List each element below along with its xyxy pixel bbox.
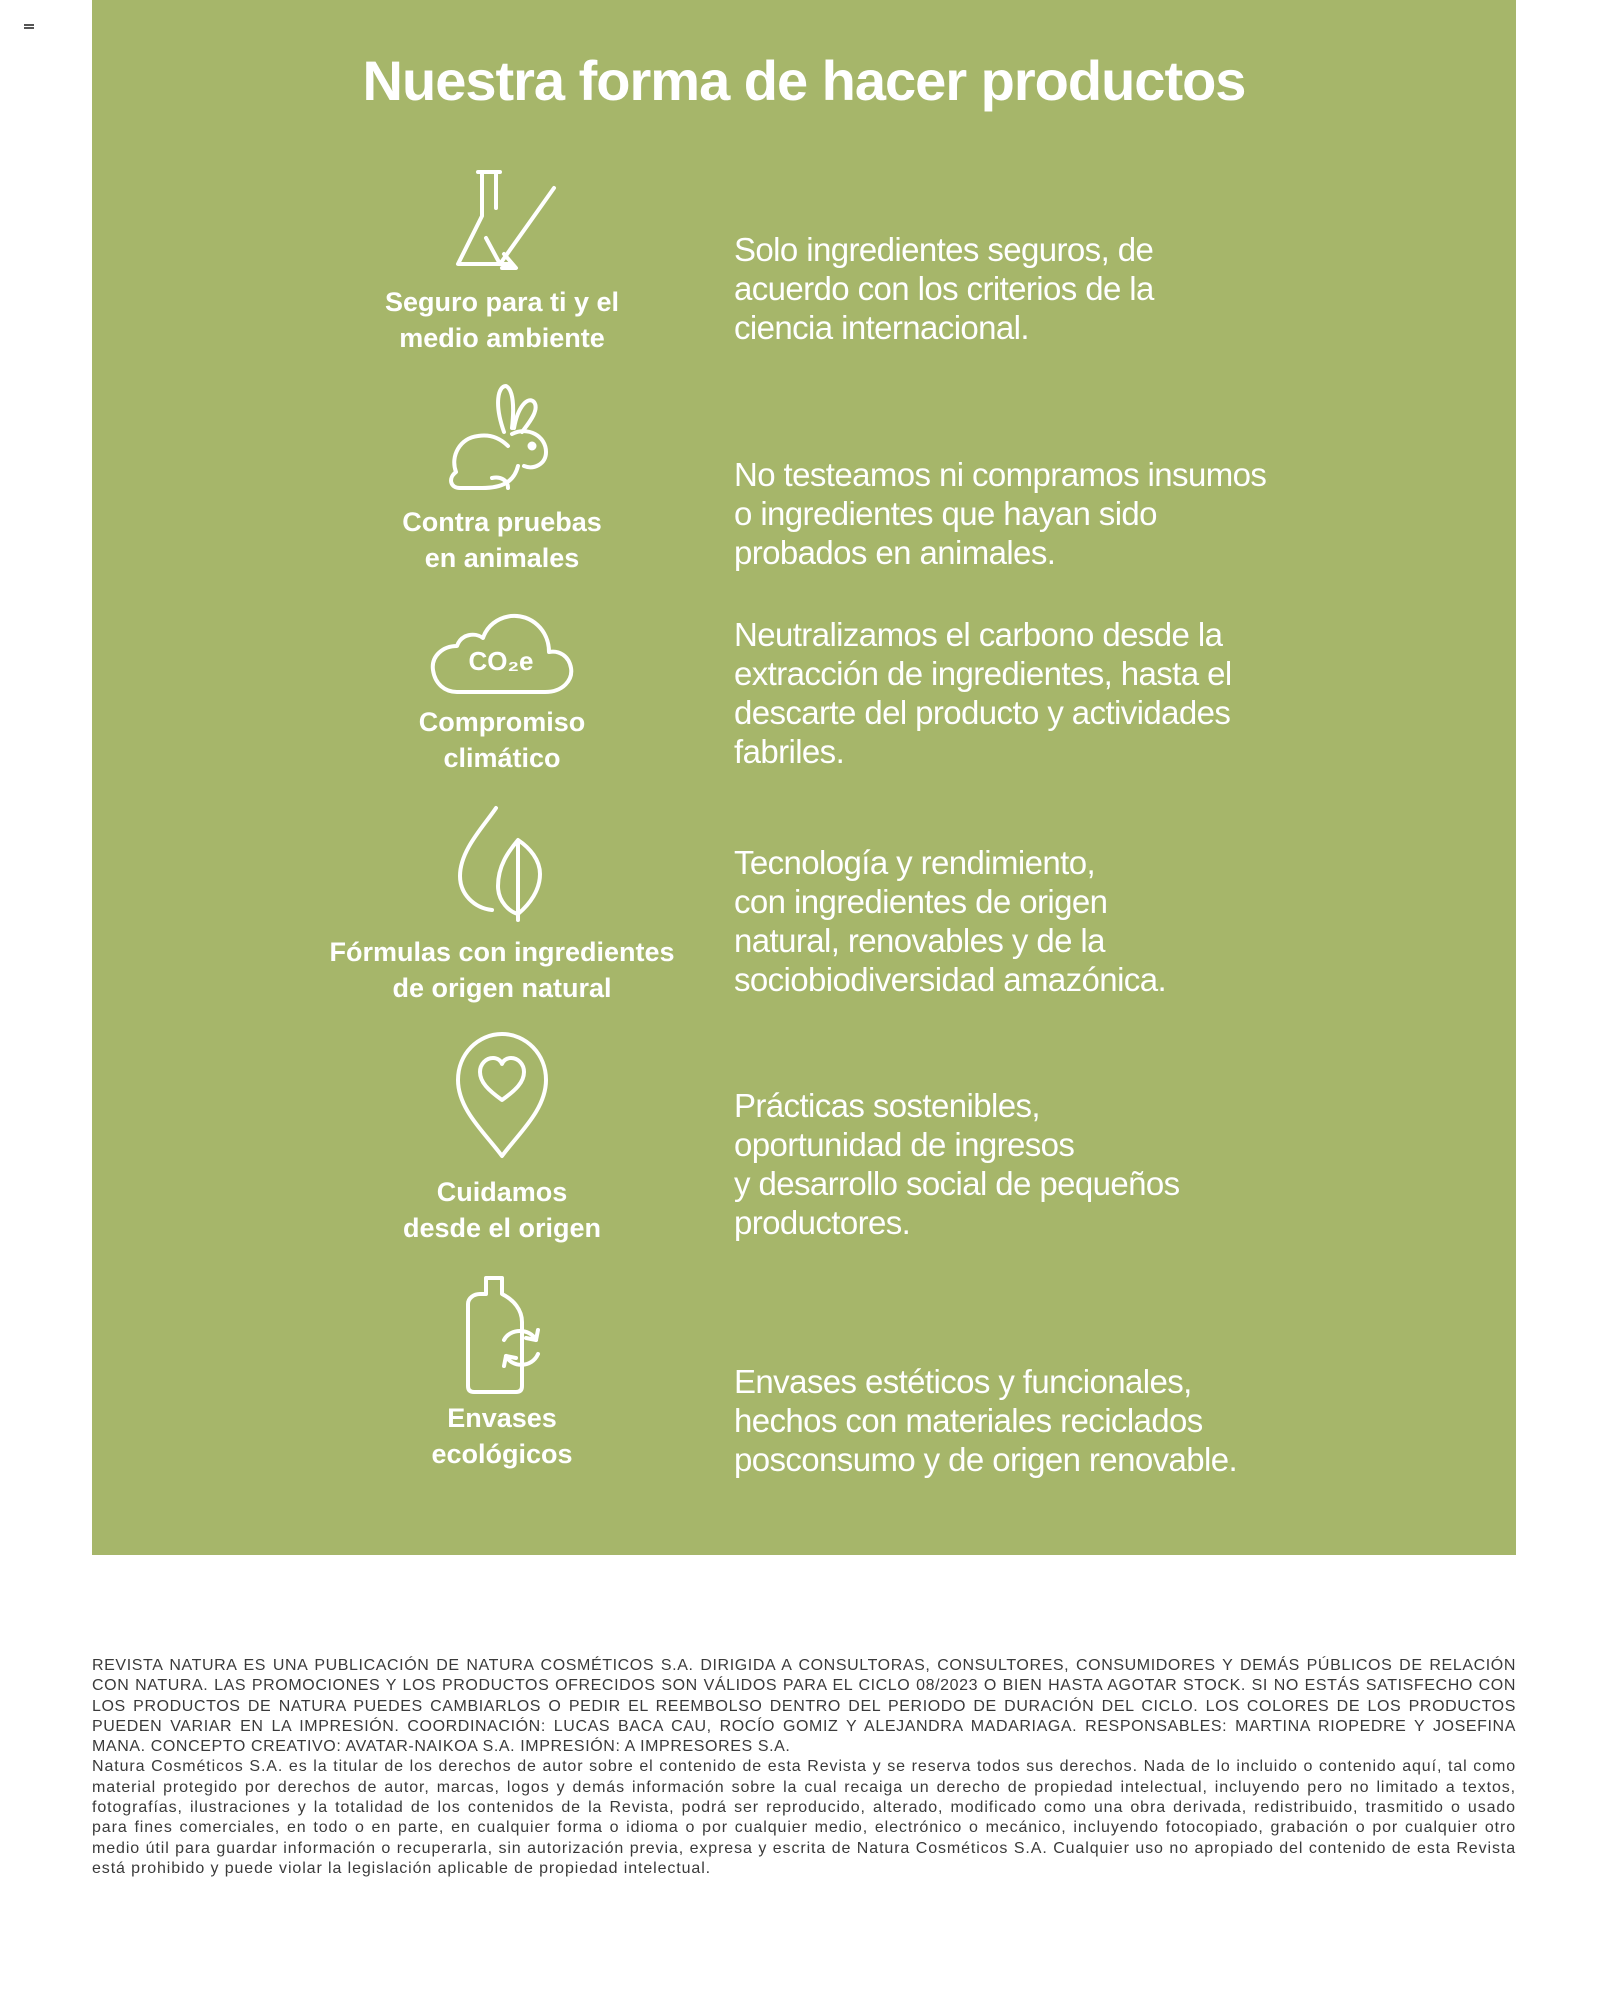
heart-location-pin-icon bbox=[292, 1030, 712, 1160]
menu-lines-icon bbox=[24, 24, 34, 32]
recycle-bottle-icon bbox=[292, 1274, 712, 1394]
feature-label: Seguro para ti y el medio ambiente bbox=[384, 287, 620, 353]
feature-label: Cuidamos desde el origen bbox=[402, 1177, 602, 1243]
feature-description: Solo ingredientes seguros, de acuerdo con los criterios de la ciencia internacional. bbox=[734, 231, 1154, 346]
flask-check-icon bbox=[292, 168, 712, 272]
feature-label: Envases ecológicos bbox=[431, 1403, 573, 1469]
feature-description: Tecnología y rendimiento, con ingredientes de origen natural, renovables y de la sociobiodiversidad amazónica. bbox=[734, 844, 1167, 998]
feature-label: Contra pruebas en animales bbox=[402, 507, 602, 573]
feature-label: Compromiso climático bbox=[418, 707, 586, 773]
legal-disclaimer-lower: Natura Cosméticos S.A. es la titular de los derechos de autor sobre el contenido de esta Revista y se reserva todos sus derechos. Nada de lo incluido o contenido aquí, tal como material protegido por derechos de autor, marcas, logos y demás información sobre la cual recaiga un derecho de propiedad intelectual, incluyendo pero no limitado a textos, fotografías, ilustraciones y la totalidad de los contenidos de la Revista, podrá ser reproducido, alterado, modificado como una obra derivada, redistribuido, trasmitido o usado para fines comerciales, en todo o en parte, en cualquier forma o idioma o por cualquier medio, electrónico o mecánico, incluyendo fotocopiado, grabación o por cualquier otro medio útil para guardar información o recuperarla, sin autorización previa, expresa y escrita de Natura Cosméticos S.A. Cualquier uso no apropiado del contenido de esta Revista está prohibido y puede violar la legislación aplicable de propiedad intelectual. bbox=[92, 1758, 1516, 1877]
feature-description: Envases estéticos y funcionales, hechos con materiales reciclados posconsumo y de origen renovable. bbox=[734, 1363, 1238, 1478]
co2-icon-text: CO₂e bbox=[468, 646, 534, 676]
panel-title: Nuestra forma de hacer productos bbox=[362, 49, 1246, 112]
feature-label: Fórmulas con ingredientes de origen natural bbox=[329, 937, 675, 1003]
legal-disclaimer-upper: REVISTA NATURA ES UNA PUBLICACIÓN DE NATURA COSMÉTICOS S.A. DIRIGIDA A CONSULTORAS, CONSULTORES, CONSUMIDORES Y DEMÁS PÚBLICOS DE RELACIÓN CON NATURA. LAS PROMOCIONES Y LOS PRODUCTOS OFRECIDOS SON VÁLIDOS PARA EL CICLO 08/2023 O BIEN HASTA AGOTAR STOCK. SI NO ESTÁS SATISFECHO CON LOS PRODUCTOS DE NATURA PUEDES CAMBIARLOS O PEDIR EL REEMBOLSO DENTRO DEL PERIODO DE DURACIÓN DEL CICLO. LOS COLORES DE LOS PRODUCTOS PUEDEN VARIAR EN LA IMPRESIÓN. COORDINACIÓN: LUCAS BACA CAU, ROCÍO GOMIZ Y ALEJANDRA MADARIAGA. RESPONSABLES: MARTINA RIOPEDRE Y JOSEFINA MANA. CONCEPTO CREATIVO: AVATAR-NAIKOA S.A. IMPRESIÓN: A IMPRESORES S.A. bbox=[92, 1657, 1516, 1756]
green-panel bbox=[92, 0, 1516, 1555]
rabbit-icon bbox=[292, 382, 712, 494]
legal-disclaimer bbox=[92, 1656, 1516, 1879]
feature-description: Neutralizamos el carbono desde la extracción de ingredientes, hasta el descarte del producto y actividades fabriles. bbox=[734, 616, 1232, 770]
feature-description: Prácticas sostenibles, oportunidad de ingresos y desarrollo social de pequeños productores. bbox=[734, 1087, 1180, 1241]
feature-description: No testeamos ni compramos insumos o ingredientes que hayan sido probados en animales. bbox=[734, 456, 1267, 571]
co2-cloud-icon bbox=[292, 606, 712, 698]
leaf-drop-icon bbox=[292, 804, 712, 922]
